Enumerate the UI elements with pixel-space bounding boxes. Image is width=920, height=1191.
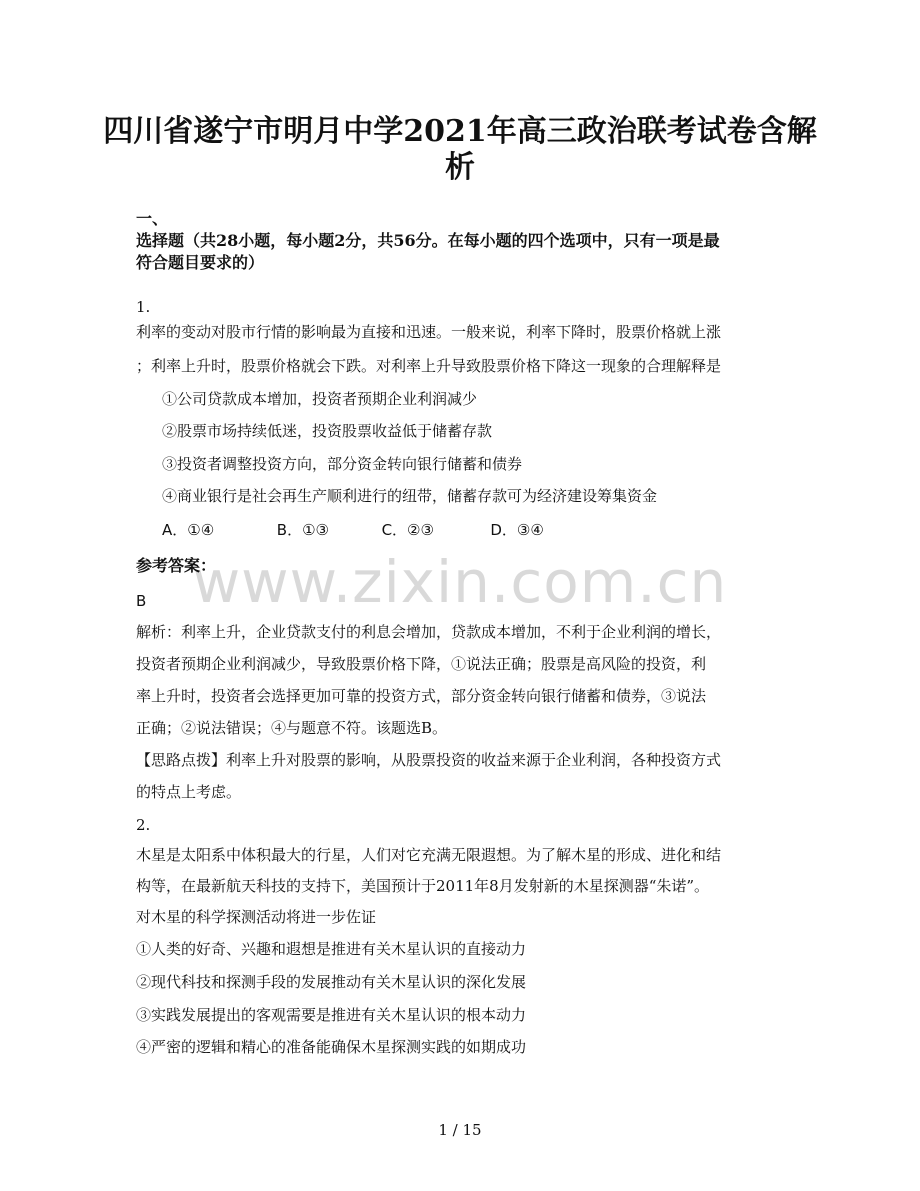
- q2-option-4: ④严密的逻辑和精心的准备能确保木星探测实践的如期成功: [136, 1038, 527, 1056]
- q2-number: 2.: [136, 816, 151, 834]
- q1-number: 1.: [136, 298, 151, 316]
- analysis-line3: 率上升时，投资者会选择更加可靠的投资方式，部分资金转向银行储蓄和债券，③说法: [136, 687, 707, 705]
- q1-option-4: ④商业银行是社会再生产顺利进行的纽带，储蓄存款可为经济建设筹集资金: [162, 487, 658, 505]
- analysis-line2: 投资者预期企业利润减少，导致股票价格下降，①说法正确；股票是高风险的投资，利: [136, 655, 707, 673]
- section-heading-line1: 选择题（共28小题，每小题2分，共56分。在每小题的四个选项中，只有一项是最: [136, 231, 720, 250]
- analysis-line1: 解析：利率上升，企业贷款支付的利息会增加，贷款成本增加，不利于企业利润的增长，: [136, 623, 722, 641]
- tip-line2: 的特点上考虑。: [136, 783, 242, 801]
- answer-value: B: [136, 592, 147, 610]
- answer-label: 参考答案：: [136, 556, 217, 575]
- page-number: 1 / 15: [438, 1121, 482, 1139]
- q2-stem-line3: 对木星的科学探测活动将进一步佐证: [136, 908, 377, 926]
- q2-option-1: ①人类的好奇、兴趣和遐想是推进有关木星认识的直接动力: [136, 940, 527, 958]
- analysis-line4: 正确；②说法错误；④与题意不符。该题选B。: [136, 719, 448, 737]
- choice-b: B．①③: [276, 521, 329, 539]
- q1-option-2: ②股票市场持续低迷，投资股票收益低于储蓄存款: [162, 422, 493, 440]
- q1-choices: [162, 519, 590, 540]
- watermark: www.zixin.com.cn: [192, 548, 728, 616]
- tip-line1: 【思路点拨】利率上升对股票的影响，从股票投资的收益来源于企业利润，各种投资方式: [136, 751, 722, 769]
- choice-a: A．①④: [162, 521, 215, 539]
- q2-stem-line1: 木星是太阳系中体积最大的行星，人们对它充满无限遐想。为了解木星的形成、进化和结: [136, 846, 722, 864]
- q1-option-1: ①公司贷款成本增加，投资者预期企业利润减少: [162, 390, 478, 408]
- q1-stem-line2: ；利率上升时，股票价格就会下跌。对利率上升导致股票价格下降这一现象的合理解释是: [136, 357, 722, 375]
- section-number: 一、: [136, 209, 169, 228]
- q1-stem-line1: 利率的变动对股市行情的影响最为直接和迅速。一般来说，利率下降时，股票价格就上涨: [136, 323, 722, 341]
- choice-c: C．②③: [381, 521, 434, 539]
- q2-option-2: ②现代科技和探测手段的发展推动有关木星认识的深化发展: [136, 973, 527, 991]
- q2-option-3: ③实践发展提出的客观需要是推进有关木星认识的根本动力: [136, 1006, 527, 1024]
- choice-d: D．③④: [490, 521, 544, 539]
- section-heading-line2: 符合题目要求的）: [136, 253, 265, 272]
- document-title-line1: 四川省遂宁市明月中学2021年高三政治联考试卷含解: [103, 114, 817, 149]
- document-title-line2: 析: [445, 150, 475, 185]
- q1-option-3: ③投资者调整投资方向，部分资金转向银行储蓄和债券: [162, 455, 523, 473]
- q2-stem-line2: 构等，在最新航天科技的支持下，美国预计于2011年8月发射新的木星探测器“朱诺”。: [136, 877, 710, 895]
